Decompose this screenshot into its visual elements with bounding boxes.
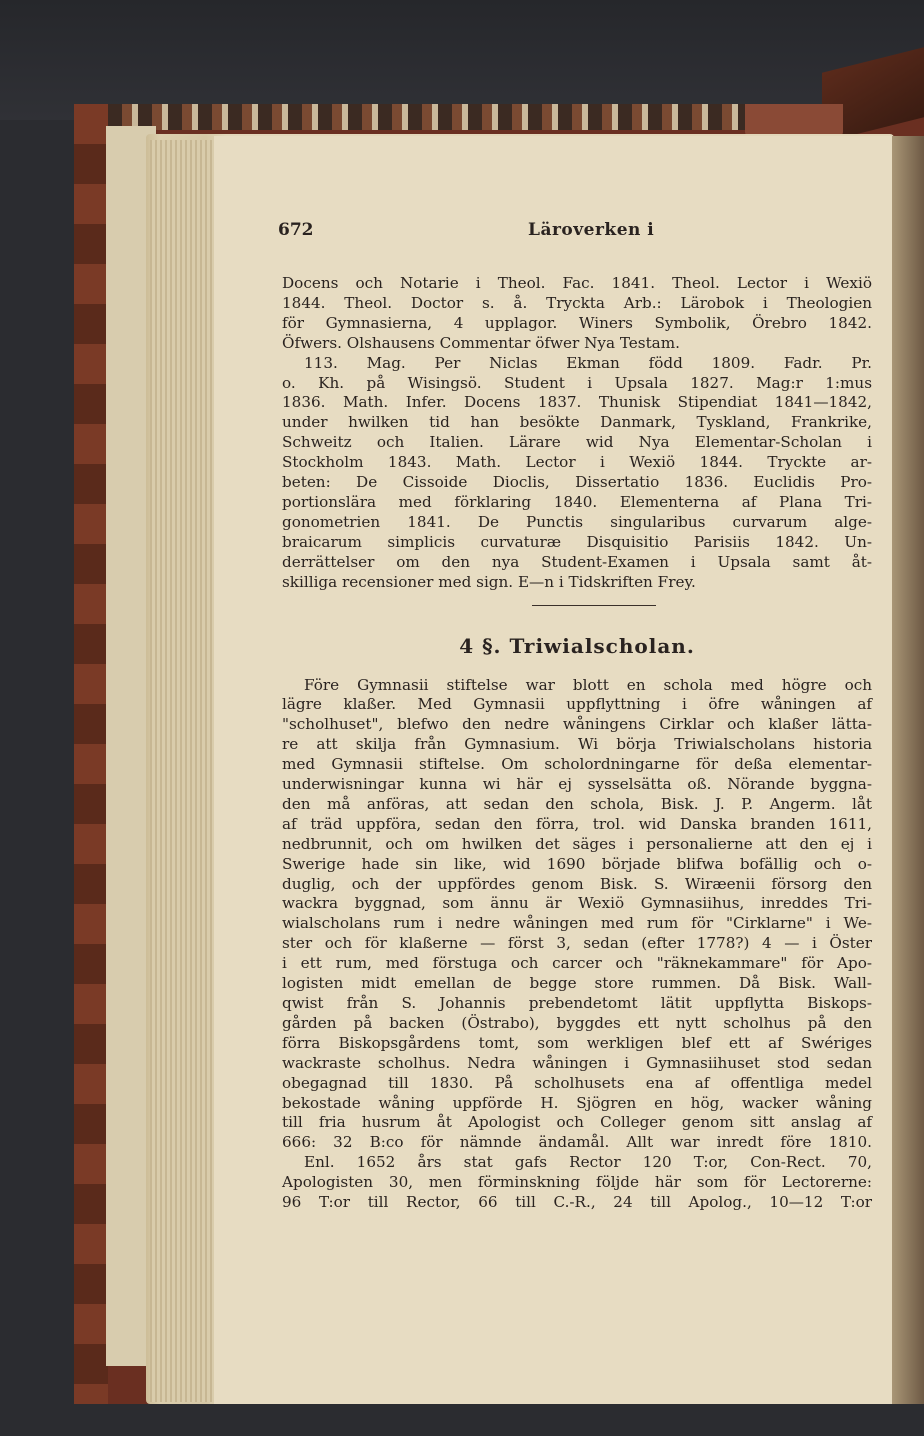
section-title: Triwialscholan. [509,633,695,658]
text-line: förra Biskopsgårdens tomt, som werkligen blef ett af Swériges [282,1033,872,1052]
page-number: 672 [278,220,314,240]
text-line: Swerige hade sin like, wid 1690 började blifwa bofällig och o- [282,854,872,873]
text-line: gonometrien 1841. De Punctis singularibus curvarum alge- [282,512,872,531]
text-line: Schweitz och Italien. Lärare wid Nya Elementar-Scholan i [282,433,872,452]
text-line: logisten midt emellan de begge store rummen. Då Bisk. Wall- [282,974,872,993]
text-line: Stockholm 1843. Math. Lector i Wexiö 1844. Tryckte ar- [282,453,872,472]
body-paragraph [282,676,872,1213]
text-line: re att skilja från Gymnasium. Wi börja Triwialscholans historia [282,735,872,754]
page-edges [150,140,214,1402]
text-line: derrättelser om den nya Student-Examen i Upsala samt åt- [282,552,872,571]
background-top [0,0,924,120]
text-line: underwisningar kunna wi här ej sysselsätta oß. Nörande byggna- [282,775,872,794]
text-line: den må anföras, att sedan den schola, Bisk. J. P. Angerm. låt [282,794,872,813]
text-line: för Gymnasierna, 4 upplagor. Winers Symbolik, Örebro 1842. [282,313,872,332]
book-top-edge [108,104,848,130]
text-line: Docens och Notarie i Theol. Fac. 1841. Theol. Lector i Wexiö [282,274,872,292]
text-line: till fria husrum åt Apologist och Colleger genom sitt anslag af [282,1113,872,1132]
text-line: wialscholans rum i nedre wåningen med rum för "Cirklarne" i We- [282,914,872,933]
text-line: bekostade wåning uppförde H. Sjögren en hög, wacker wåning [282,1093,872,1112]
section-number: 4 §. [459,633,502,658]
text-line: Enl. 1652 års stat gafs Rector 120 T:or, Con-Rect. 70, [304,1153,872,1172]
bookmark-ribbon [745,104,843,136]
text-line: obegagnad till 1830. På scholhusets ena af offentliga medel [282,1073,872,1092]
text-line: under hwilken tid han besökte Danmark, Tyskland, Frankrike, [282,413,872,432]
text-line: med Gymnasii stiftelse. Om scholordningarne för deßa elementar- [282,755,872,774]
text-line: lägre klaßer. Med Gymnasii uppflyttning i öfre wåningen af [282,695,872,714]
page-header [278,210,872,250]
text-line: 666: 32 B:co för nämnde ändamål. Allt war inredt före 1810. [282,1133,872,1152]
text-line: braicarum simplicis curvaturæ Disquisitio Parisiis 1842. Un- [282,532,872,551]
text-line: duglig, och der uppfördes genom Bisk. S. Wiræenii försorg den [282,874,872,893]
text-line: wackraste scholhus. Nedra wåningen i Gymnasiihuset stod sedan [282,1053,872,1072]
biography-paragraph [282,274,872,593]
text-line: beten: De Cissoide Dioclis, Dissertatio 1836. Euclidis Pro- [282,473,872,492]
book-right-edge [892,136,924,1404]
text-line: ster och för klaßerne — först 3, sedan (efter 1778?) 4 — i Öster [282,934,872,953]
text-line: nedbrunnit, och om hwilken det säges i personalierne att den ej i [282,834,872,853]
text-line: skilliga recensioner med sign. E—n i Tidskriften Frey. [282,572,696,591]
text-line: 96 T:or till Rector, 66 till C.-R., 24 till Apolog., 10—12 T:or [282,1193,872,1212]
text-line: Öfwers. Olshausens Commentar öfwer Nya Testam. [282,333,680,352]
text-line: "scholhuset", blefwo den nedre wåningens Cirklar och klaßer lätta- [282,715,872,734]
text-line: i ett rum, med förstuga och carcer och "räknekammare" för Apo- [282,954,872,973]
text-line: qwist från S. Johannis prebendetomt lätit uppflytta Biskops- [282,994,872,1012]
text-line: portionslära med förklaring 1840. Elementerna af Plana Tri- [282,492,872,511]
running-head: Läroverken i [528,220,655,240]
section-heading [282,634,872,658]
text-line: Apologisten 30, men förminskning följde här som för Lectorerne: [282,1173,872,1192]
text-line: af träd uppföra, sedan den förra, trol. wid Danska branden 1611, [282,814,872,833]
book-spine-edge [74,104,108,1404]
page-text [278,210,872,1213]
text-line: Före Gymnasii stiftelse war blott en schola med högre och [304,675,872,694]
text-line: 1844. Theol. Doctor s. å. Tryckta Arb.: Lärobok i Theologien [282,293,872,312]
text-line: 1836. Math. Infer. Docens 1837. Thunisk Stipendiat 1841—1842, [282,393,872,412]
text-line: wackra byggnad, som ännu är Wexiö Gymnasiihus, inreddes Tri- [282,894,872,913]
text-line: 113. Mag. Per Niclas Ekman född 1809. Fadr. Pr. [304,353,872,372]
separator-rule [532,605,656,606]
text-line: o. Kh. på Wisingsö. Student i Upsala 1827. Mag:r 1:mus [282,373,872,392]
text-line: gården på backen (Östrabo), byggdes ett nytt scholhus på den [282,1013,872,1032]
